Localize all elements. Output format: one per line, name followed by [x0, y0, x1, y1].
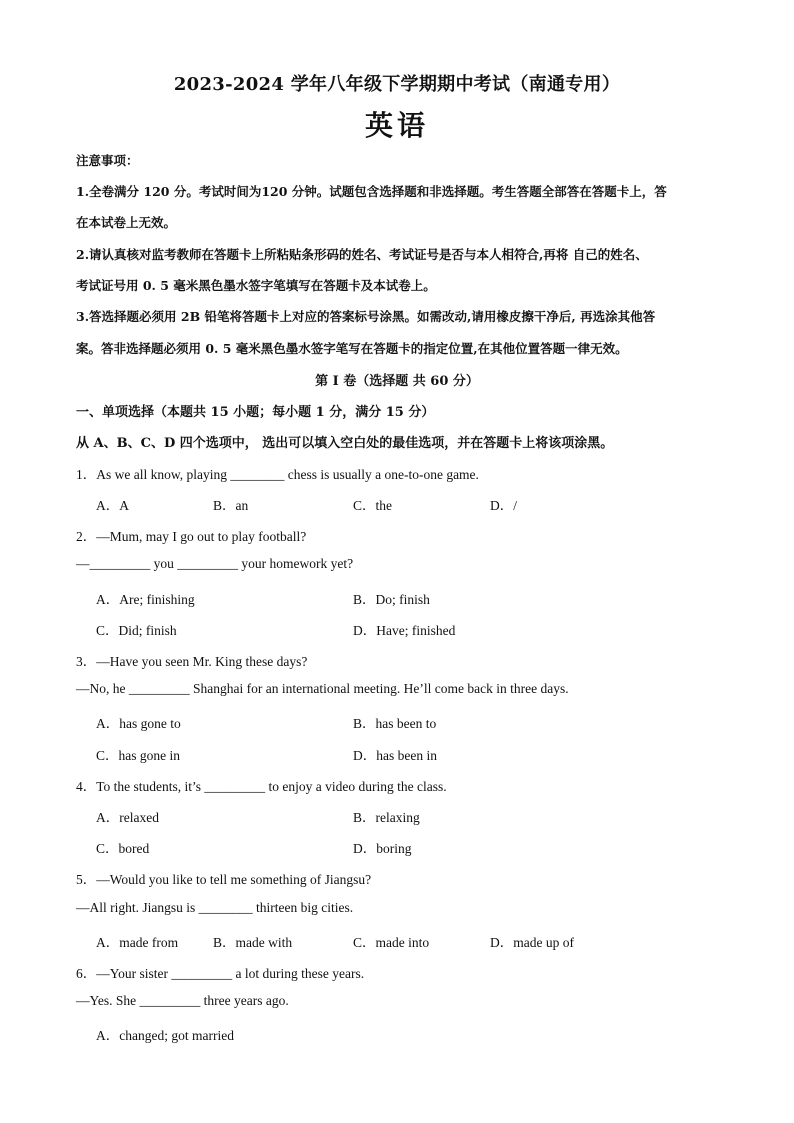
- notice-heading: 注意事项：: [76, 153, 139, 168]
- question-5-option-a: A．made from: [96, 935, 179, 950]
- question-2-option-a: A．Are; finishing: [96, 592, 195, 607]
- notice-line: 1.全卷满分 120 分。考试时间为120 分钟。试题包含选择题和非选择题。考生答题全部答在答题卡上，答: [76, 184, 667, 199]
- question-2-stem: —_________ you _________ your homework yet?: [76, 556, 354, 571]
- question-4-stem: 4．To the students, it’s _________ to enjoy a video during the class.: [76, 779, 447, 794]
- question-1-stem: 1．As we all know, playing ________ chess is usually a one-to-one game.: [76, 467, 479, 482]
- question-5-stem: —All right. Jiangsu is ________ thirteen big cities.: [76, 900, 354, 915]
- question-2-option-d: D．Have; finished: [353, 623, 456, 638]
- question-3-option-d: D．has been in: [353, 748, 437, 763]
- notice-line: 在本试卷上无效。: [76, 215, 177, 230]
- question-4-option-b: B．relaxing: [353, 810, 420, 825]
- section-instruction: 从 A、B、C、D 四个选项中， 选出可以填入空白处的最佳选项，并在答题卡上将该项涂黑。: [76, 436, 614, 451]
- exam-subject: 英语: [364, 109, 429, 142]
- question-1-option-a: A．A: [96, 498, 129, 513]
- question-3-option-c: C．has gone in: [96, 748, 180, 763]
- question-2-option-b: B．Do; finish: [353, 592, 430, 607]
- question-3-option-b: B．has been to: [353, 716, 437, 731]
- question-5-option-d: D．made up of: [490, 935, 574, 950]
- question-5-option-b: B．made with: [213, 935, 293, 950]
- notice-line: 案。答非选择题必须用 0. 5 毫米黑色墨水签字笔写在答题卡的指定位置,在其他位置答题一律无效。: [76, 341, 628, 356]
- part-title: 第 I 卷（选择题 共 60 分）: [315, 374, 479, 389]
- notice-line: 考试证号用 0. 5 毫米黑色墨水签字笔填写在答题卡及本试卷上。: [76, 278, 436, 293]
- question-5-option-c: C．made into: [353, 935, 430, 950]
- notice-line: 3.答选择题必须用 2B 铅笔将答题卡上对应的答案标号涂黑。如需改动,请用橡皮擦干净后, 再选涂其他答: [76, 309, 656, 324]
- question-1-option-c: C．the: [353, 498, 392, 513]
- question-3-stem: —No, he _________ Shanghai for an international meeting. He’ll come back in three days.: [76, 681, 569, 696]
- question-3-option-a: A．has gone to: [96, 716, 181, 731]
- question-2-stem: 2．—Mum, may I go out to play football?: [76, 529, 307, 544]
- question-4-option-c: C．bored: [96, 841, 150, 856]
- notice-line: 2.请认真核对监考教师在答题卡上所粘贴条形码的姓名、考试证号是否与本人相符合,再将 自己的姓名、: [76, 247, 648, 262]
- question-4-option-a: A．relaxed: [96, 810, 159, 825]
- question-6-stem: —Yes. She _________ three years ago.: [76, 993, 289, 1008]
- exam-title: 2023-2024 学年八年级下学期期中考试（南通专用）: [173, 74, 621, 95]
- question-4-option-d: D．boring: [353, 841, 412, 856]
- question-2-option-c: C．Did; finish: [96, 623, 177, 638]
- section-title: 一、单项选择（本题共 15 小题；每小题 1 分，满分 15 分）: [76, 405, 435, 420]
- question-1-option-d: D．/: [490, 498, 517, 513]
- question-3-stem: 3．—Have you seen Mr. King these days?: [76, 654, 308, 669]
- question-6-option-a: A．changed; got married: [96, 1028, 234, 1043]
- question-5-stem: 5．—Would you like to tell me something of Jiangsu?: [76, 872, 372, 887]
- question-1-option-b: B．an: [213, 498, 249, 513]
- question-6-stem: 6．—Your sister _________ a lot during these years.: [76, 966, 365, 981]
